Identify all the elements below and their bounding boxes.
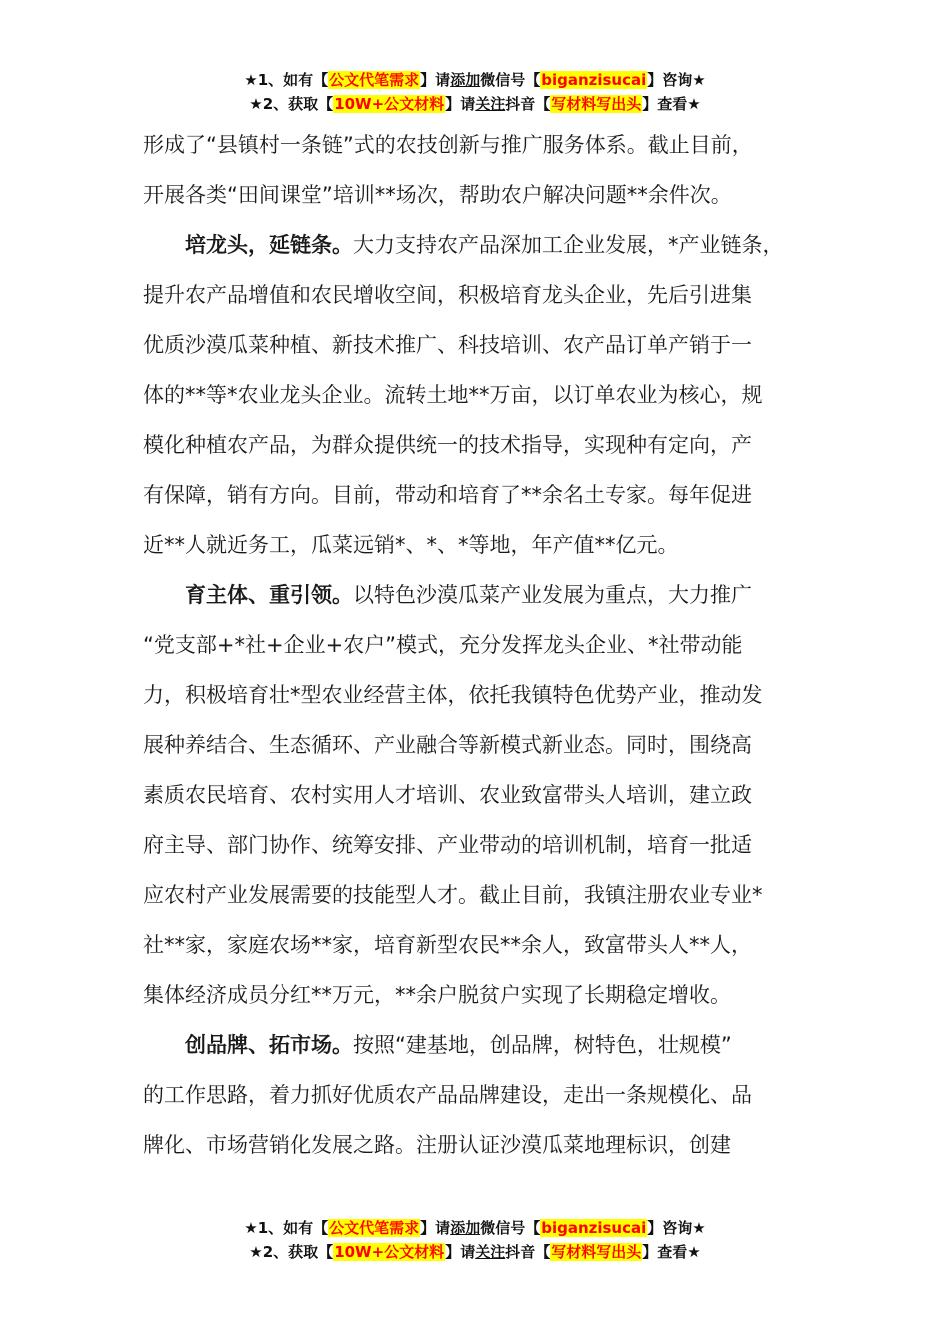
text-line: 府主导、部门协作、统筹安排、产业带动的培训机制，培育一批适 [143,833,752,857]
banner-douyin-name: 写材料写出头 [551,95,642,113]
banner-highlight: 公文代笔需求 [329,71,420,89]
text-line: 力，积极培育壮*型农业经营主体，依托我镇特色优势产业，推动发 [143,683,763,707]
banner-wechat-id: biganzisucai [541,1219,647,1237]
banner-text: 】查看★ [642,95,701,113]
banner-text: 抖音【 [505,95,551,113]
banner-underline: 关注 [475,1243,506,1261]
banner-text: 】请 [420,1219,451,1237]
text-line: 素质农民培育、农村实用人才培训、农业致富带头人培训，建立政 [143,783,752,807]
banner-highlight: 公文代笔需求 [329,1219,420,1237]
text-line: 开展各类“田间课堂”培训**场次，帮助农户解决问题**余件次。 [143,183,732,207]
banner-highlight: 10W+公文材料 [334,1243,445,1261]
banner-underline: 添加 [450,71,481,89]
banner-text: 】请 [445,95,476,113]
text-line: 社**家，家庭农场**家，培育新型农民**余人，致富带头人**人， [143,933,752,957]
text-line: 集体经济成员分红**万元，**余户脱贫户实现了长期稳定增收。 [143,983,731,1007]
text-line: 体的**等*农业龙头企业。流转土地**万亩，以订单农业为核心，规 [143,383,763,407]
text-line: 牌化、市场营销化发展之路。注册认证沙漠瓜菜地理标识，创建 [143,1133,731,1157]
text-line: 的工作思路，着力抓好优质农产品品牌建设，走出一条规模化、品 [143,1083,752,1107]
banner-line-2 [0,92,950,116]
text-line: 有保障，销有方向。目前，带动和培育了**余名土专家。每年促进 [143,483,752,507]
text-line: 模化种植农产品，为群众提供统一的技术指导，实现种有定向，产 [143,433,752,457]
paragraph-continuation [143,120,823,220]
text-line: 以特色沙漠瓜菜产业发展为重点，大力推广 [353,583,752,607]
paragraph-heading: 培龙头，延链条。 [185,233,353,257]
text-line: 形成了“县镇村一条链”式的农技创新与推广服务体系。截止目前， [143,133,753,157]
banner-underline: 关注 [475,95,506,113]
banner-line-1 [0,68,950,92]
paragraph-cultivate-entities [143,570,823,1020]
banner-text: 】请 [420,71,451,89]
paragraph-leading-enterprises [143,220,823,570]
banner-text: ★2、获取【 [249,95,334,113]
text-line: 优质沙漠瓜菜种植、新技术推广、科技培训、农产品订单产销于一 [143,333,752,357]
banner-text: ★1、如有【 [244,71,329,89]
paragraph-heading: 育主体、重引领。 [185,583,353,607]
text-line: “党支部+*社+企业+农户”模式，充分发挥龙头企业、*社带动能 [143,633,743,657]
text-line: 近**人就近务工，瓜菜远销*、*、*等地，年产值**亿元。 [143,533,679,557]
document-body [143,120,823,1170]
banner-text: ★2、获取【 [249,1243,334,1261]
paragraph-brand-market [143,1020,823,1170]
banner-highlight: 10W+公文材料 [334,95,445,113]
banner-text: 微信号【 [480,71,541,89]
text-line: 大力支持农产品深加工企业发展，*产业链条， [353,233,784,257]
paragraph-heading: 创品牌、拓市场。 [185,1033,353,1057]
banner-text: 抖音【 [505,1243,551,1261]
banner-text: 】请 [445,1243,476,1261]
banner-text: 】咨询★ [647,71,706,89]
banner-line-2 [0,1240,950,1264]
text-line: 应农村产业发展需要的技能型人才。截止目前，我镇注册农业专业* [143,883,763,907]
text-line: 提升农产品增值和农民增收空间，积极培育龙头企业，先后引进集 [143,283,752,307]
banner-line-1 [0,1216,950,1240]
text-line: 展种养结合、生态循环、产业融合等新模式新业态。同时，围绕高 [143,733,752,757]
banner-text: 】咨询★ [647,1219,706,1237]
top-banner [0,68,950,116]
banner-text: 微信号【 [480,1219,541,1237]
banner-text: ★1、如有【 [244,1219,329,1237]
banner-douyin-name: 写材料写出头 [551,1243,642,1261]
bottom-banner [0,1216,950,1264]
banner-underline: 添加 [450,1219,481,1237]
banner-text: 】查看★ [642,1243,701,1261]
banner-wechat-id: biganzisucai [541,71,647,89]
text-line: 按照“建基地，创品牌，树特色，壮规模” [353,1033,732,1057]
